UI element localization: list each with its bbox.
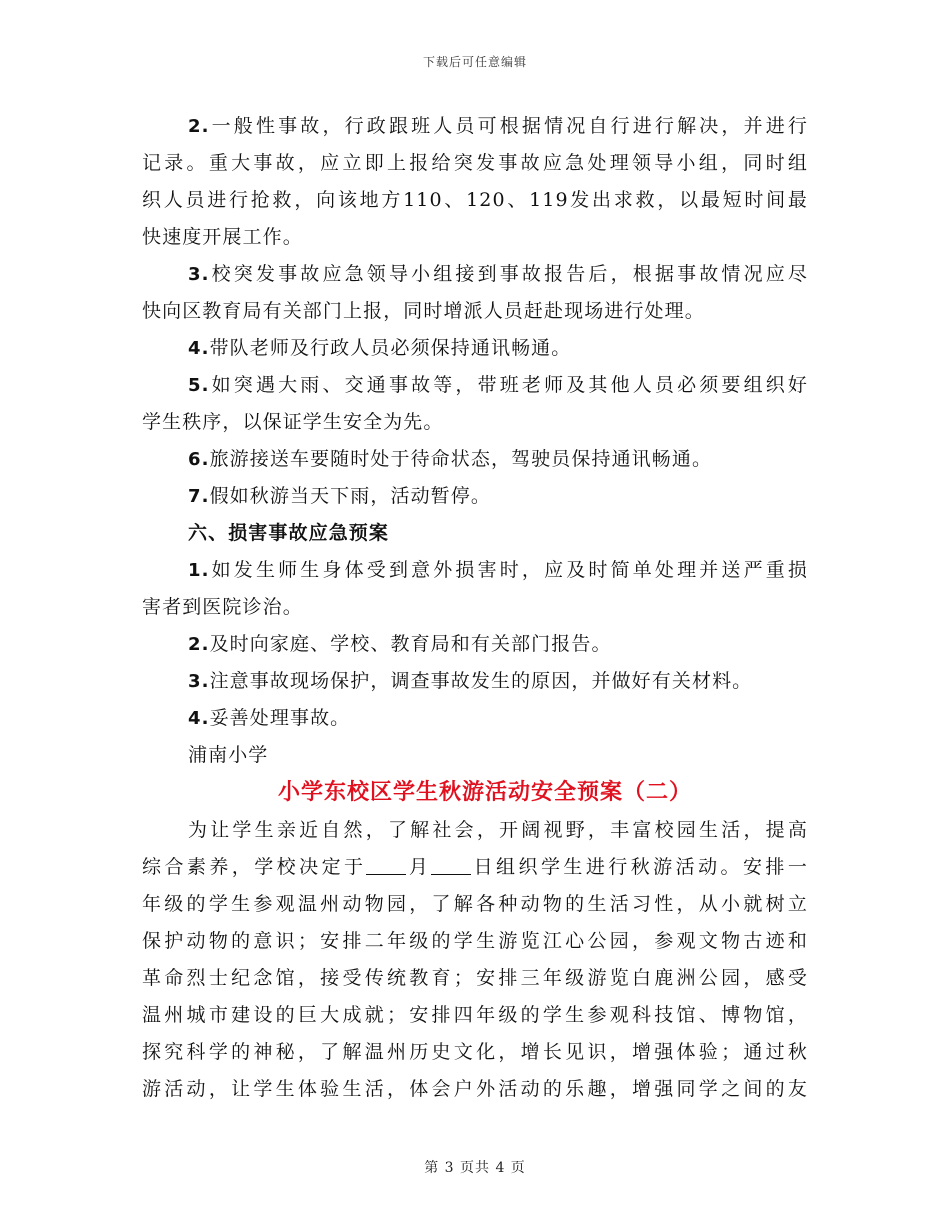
- item-number: 2.: [188, 634, 210, 655]
- item-text: 注意事故现场保护，调查事故发生的原因，并做好有关材料。: [209, 670, 753, 692]
- item-number: 6.: [188, 449, 210, 470]
- item-number: 5.: [188, 375, 210, 396]
- text-fragment: 综合素养，学校决定于: [142, 856, 367, 878]
- paragraph-line: 学生秩序，以保证学生安全为先。: [142, 411, 444, 433]
- paragraph-line: 记录。重大事故，应立即上报给突发事故应急处理领导小组，同时组: [142, 152, 808, 174]
- paragraph-line: 快速度开展工作。: [142, 226, 303, 248]
- paragraph-line: 温州城市建设的巨大成就；安排四年级的学生参观科技馆、博物馆，: [142, 1004, 808, 1026]
- signature: 浦南小学: [188, 744, 269, 766]
- item-number: 4.: [188, 708, 210, 729]
- item-number: 1.: [188, 560, 210, 581]
- item-text: 假如秋游当天下雨，活动暂停。: [209, 485, 491, 507]
- paragraph-line: 保护动物的意识；安排二年级的学生游览江心公园，参观文物古迹和: [142, 930, 808, 952]
- item-text: 带队老师及行政人员必须保持通讯畅通。: [209, 337, 572, 359]
- item-text: 如突遇大雨、交通事故等，带班老师及其他人员必须要组织好: [209, 374, 808, 396]
- header-note: 下载后可任意编辑: [422, 55, 527, 69]
- item-text: 旅游接送车要随时处于待命状态，驾驶员保持通讯畅通。: [209, 448, 713, 470]
- item-text: 及时向家庭、学校、教育局和有关部门报告。: [209, 633, 612, 655]
- paragraph-line: [142, 256, 808, 293]
- page-footer: 第 3 页共 4 页: [424, 1160, 526, 1176]
- paragraph-line: 织人员进行抢救，向该地方110、120、119发出求救，以最短时间最: [142, 189, 808, 211]
- item-text: 妥善处理事故。: [209, 707, 351, 729]
- item-number: 3.: [188, 264, 210, 285]
- item-number: 7.: [188, 486, 210, 507]
- paragraph-line: [142, 552, 808, 589]
- paragraph-line: 游活动，让学生体验生活，体会户外活动的乐趣，增强同学之间的友: [142, 1078, 808, 1100]
- document-title: 小学东校区学生秋游活动安全预案（二）: [277, 780, 692, 805]
- blank-underline: [366, 856, 406, 875]
- item-number: 3.: [188, 671, 210, 692]
- paragraph-line: [142, 367, 808, 404]
- paragraph-line: [142, 663, 808, 700]
- item-text: 校突发事故应急领导小组接到事故报告后，根据事故情况应尽: [209, 263, 808, 285]
- text-fragment: 日组织学生进行秋游活动。安排一: [471, 856, 808, 878]
- paragraph-line: [142, 849, 808, 886]
- paragraph-line: [142, 626, 808, 663]
- item-text: 一般性事故，行政跟班人员可根据情况自行进行解决，并进行: [209, 115, 808, 137]
- paragraph-line: 为让学生亲近自然，了解社会，开阔视野，丰富校园生活，提高: [188, 819, 808, 841]
- blank-underline: [431, 856, 471, 875]
- item-number: 4.: [188, 338, 210, 359]
- paragraph-line: [142, 441, 808, 478]
- document-body: [142, 108, 808, 1108]
- paragraph-line: 革命烈士纪念馆，接受传统教育；安排三年级游览白鹿洲公园，感受: [142, 967, 808, 989]
- section-heading: 六、损害事故应急预案: [188, 522, 390, 544]
- paragraph-line: [142, 108, 808, 145]
- paragraph-line: [142, 478, 808, 515]
- item-text: 如发生师生身体受到意外损害时，应及时简单处理并送严重损: [209, 559, 808, 581]
- paragraph-line: 快向区教育局有关部门上报，同时增派人员赶赴现场进行处理。: [142, 300, 705, 322]
- paragraph-line: 害者到医院诊治。: [142, 596, 303, 618]
- paragraph-line: [142, 330, 808, 367]
- paragraph-line: 探究科学的神秘，了解温州历史文化，增长见识，增强体验；通过秋: [142, 1041, 808, 1063]
- paragraph-line: [142, 700, 808, 737]
- paragraph-line: 年级的学生参观温州动物园，了解各种动物的生活习性，从小就树立: [142, 893, 808, 915]
- item-number: 2.: [188, 116, 210, 137]
- text-fragment: 月: [406, 856, 432, 878]
